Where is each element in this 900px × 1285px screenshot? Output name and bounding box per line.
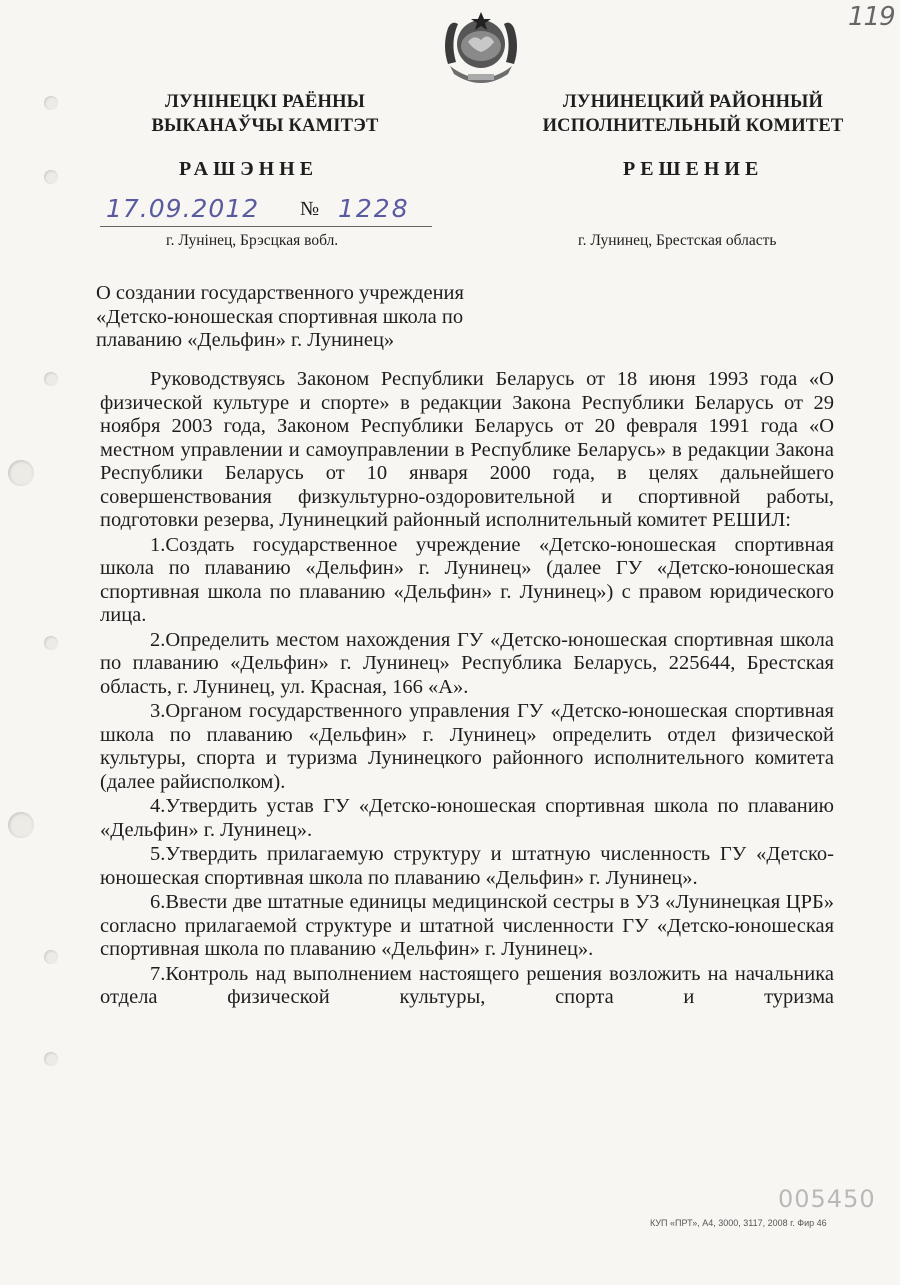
clause-5: 5.Утвердить прилагаемую структуру и штатную численность ГУ «Детско-юношеская спортивная школа по плаванию «Дельфин» г. Лунинец». [100, 843, 834, 889]
place-belarusian: г. Лунінец, Брэсцкая вобл. [166, 232, 339, 249]
state-emblem-icon [438, 6, 524, 90]
doctype-russian: РЕШЕНИЕ [623, 158, 764, 180]
place-russian: г. Лунинец, Брестская область [578, 232, 777, 249]
document-subject [96, 282, 556, 353]
subject-line: плаванию «Дельфин» г. Лунинец» [96, 329, 395, 351]
organization-name-russian [538, 90, 848, 138]
clause-6: 6.Ввести две штатные единицы медицинской сестры в УЗ «Лунинецкая ЦРБ» согласно прилагаемой структуре и штатной численности ГУ «Детско-юношеская спортивная школа по плаванию «Дельфин» г. Лунинец». [100, 891, 834, 960]
org-line: ВЫКАНАЎЧЫ КАМІТЭТ [151, 116, 379, 136]
paper-dent [44, 96, 58, 110]
paper-dent [44, 372, 58, 386]
clause-4: 4.Утвердить устав ГУ «Детско-юношеская спортивная школа по плаванию «Дельфин» г. Лунинец». [100, 795, 834, 841]
org-line: ИСПОЛНИТЕЛЬНЫЙ КОМИТЕТ [542, 116, 844, 136]
punch-hole [8, 812, 34, 838]
paper-dent [44, 1052, 58, 1066]
doctype-belarusian: РАШЭННЕ [179, 158, 319, 180]
subject-line: «Детско-юношеская спортивная школа по [96, 305, 464, 328]
handwritten-page-number: 119 [848, 2, 895, 32]
clause-2: 2.Определить местом нахождения ГУ «Детско-юношеская спортивная школа по плаванию «Дельфин» г. Лунинец» Республика Беларусь, 225644, Брестская область, г. Лунинец, ул. Красная, 166 «А». [100, 628, 834, 698]
paper-dent [44, 950, 58, 964]
clause-3: 3.Органом государственного управления ГУ «Детско-юношеская спортивная школа по плаванию «Дельфин» г. Лунинец» определить отдел физической культуры, спорта и туризма Лунинецкого районного исполнительного комитета (далее райисполком). [100, 700, 834, 793]
paper-dent [44, 636, 58, 650]
subject-line: О создании государственного учреждения [96, 282, 464, 304]
form-serial-number: 005450 [778, 1185, 876, 1213]
date-number-line [100, 194, 432, 227]
printer-imprint: КУП «ПРТ», А4, 3000, 3117, 2008 г. Фир 46 [650, 1218, 827, 1228]
paper-dent [44, 170, 58, 184]
punch-hole [8, 460, 34, 486]
document-body [100, 368, 834, 1011]
handwritten-number: 1228 [338, 194, 410, 223]
org-line: ЛУНІНЕЦКІ РАЁННЫ [164, 92, 366, 112]
handwritten-date: 17.09.2012 [106, 194, 260, 223]
org-line: ЛУНИНЕЦКИЙ РАЙОННЫЙ [562, 92, 824, 112]
number-label: № [300, 198, 320, 220]
preamble-paragraph: Руководствуясь Законом Республики Беларусь от 18 июня 1993 года «О физической культуре и спорте» в редакции Закона Республики Беларусь от 29 ноября 2003 года, Законом Республики Беларусь от 20 февраля 1991 года «О местном управлении и самоуправлении в Республике Беларусь» в редакции Закона Республики Беларусь от 10 января 2000 года, в целях дальнейшего совершенствования физкультурно-оздоровительной и спортивной работы, подготовки резерва, Лунинецкий районный исполнительный комитет РЕШИЛ: [100, 368, 834, 531]
organization-name-belarusian [120, 90, 410, 138]
clause-1: 1.Создать государственное учреждение «Детско-юношеская спортивная школа по плаванию «Дельфин» г. Лунинец» (далее ГУ «Детско-юношеская спортивная школа по плаванию «Дельфин» г. Лунинец») с правом юридического лица. [100, 533, 834, 626]
clause-7: 7.Контроль над выполнением настоящего решения возложить на начальника отдела физической культуры, спорта и туризма [100, 962, 834, 1008]
